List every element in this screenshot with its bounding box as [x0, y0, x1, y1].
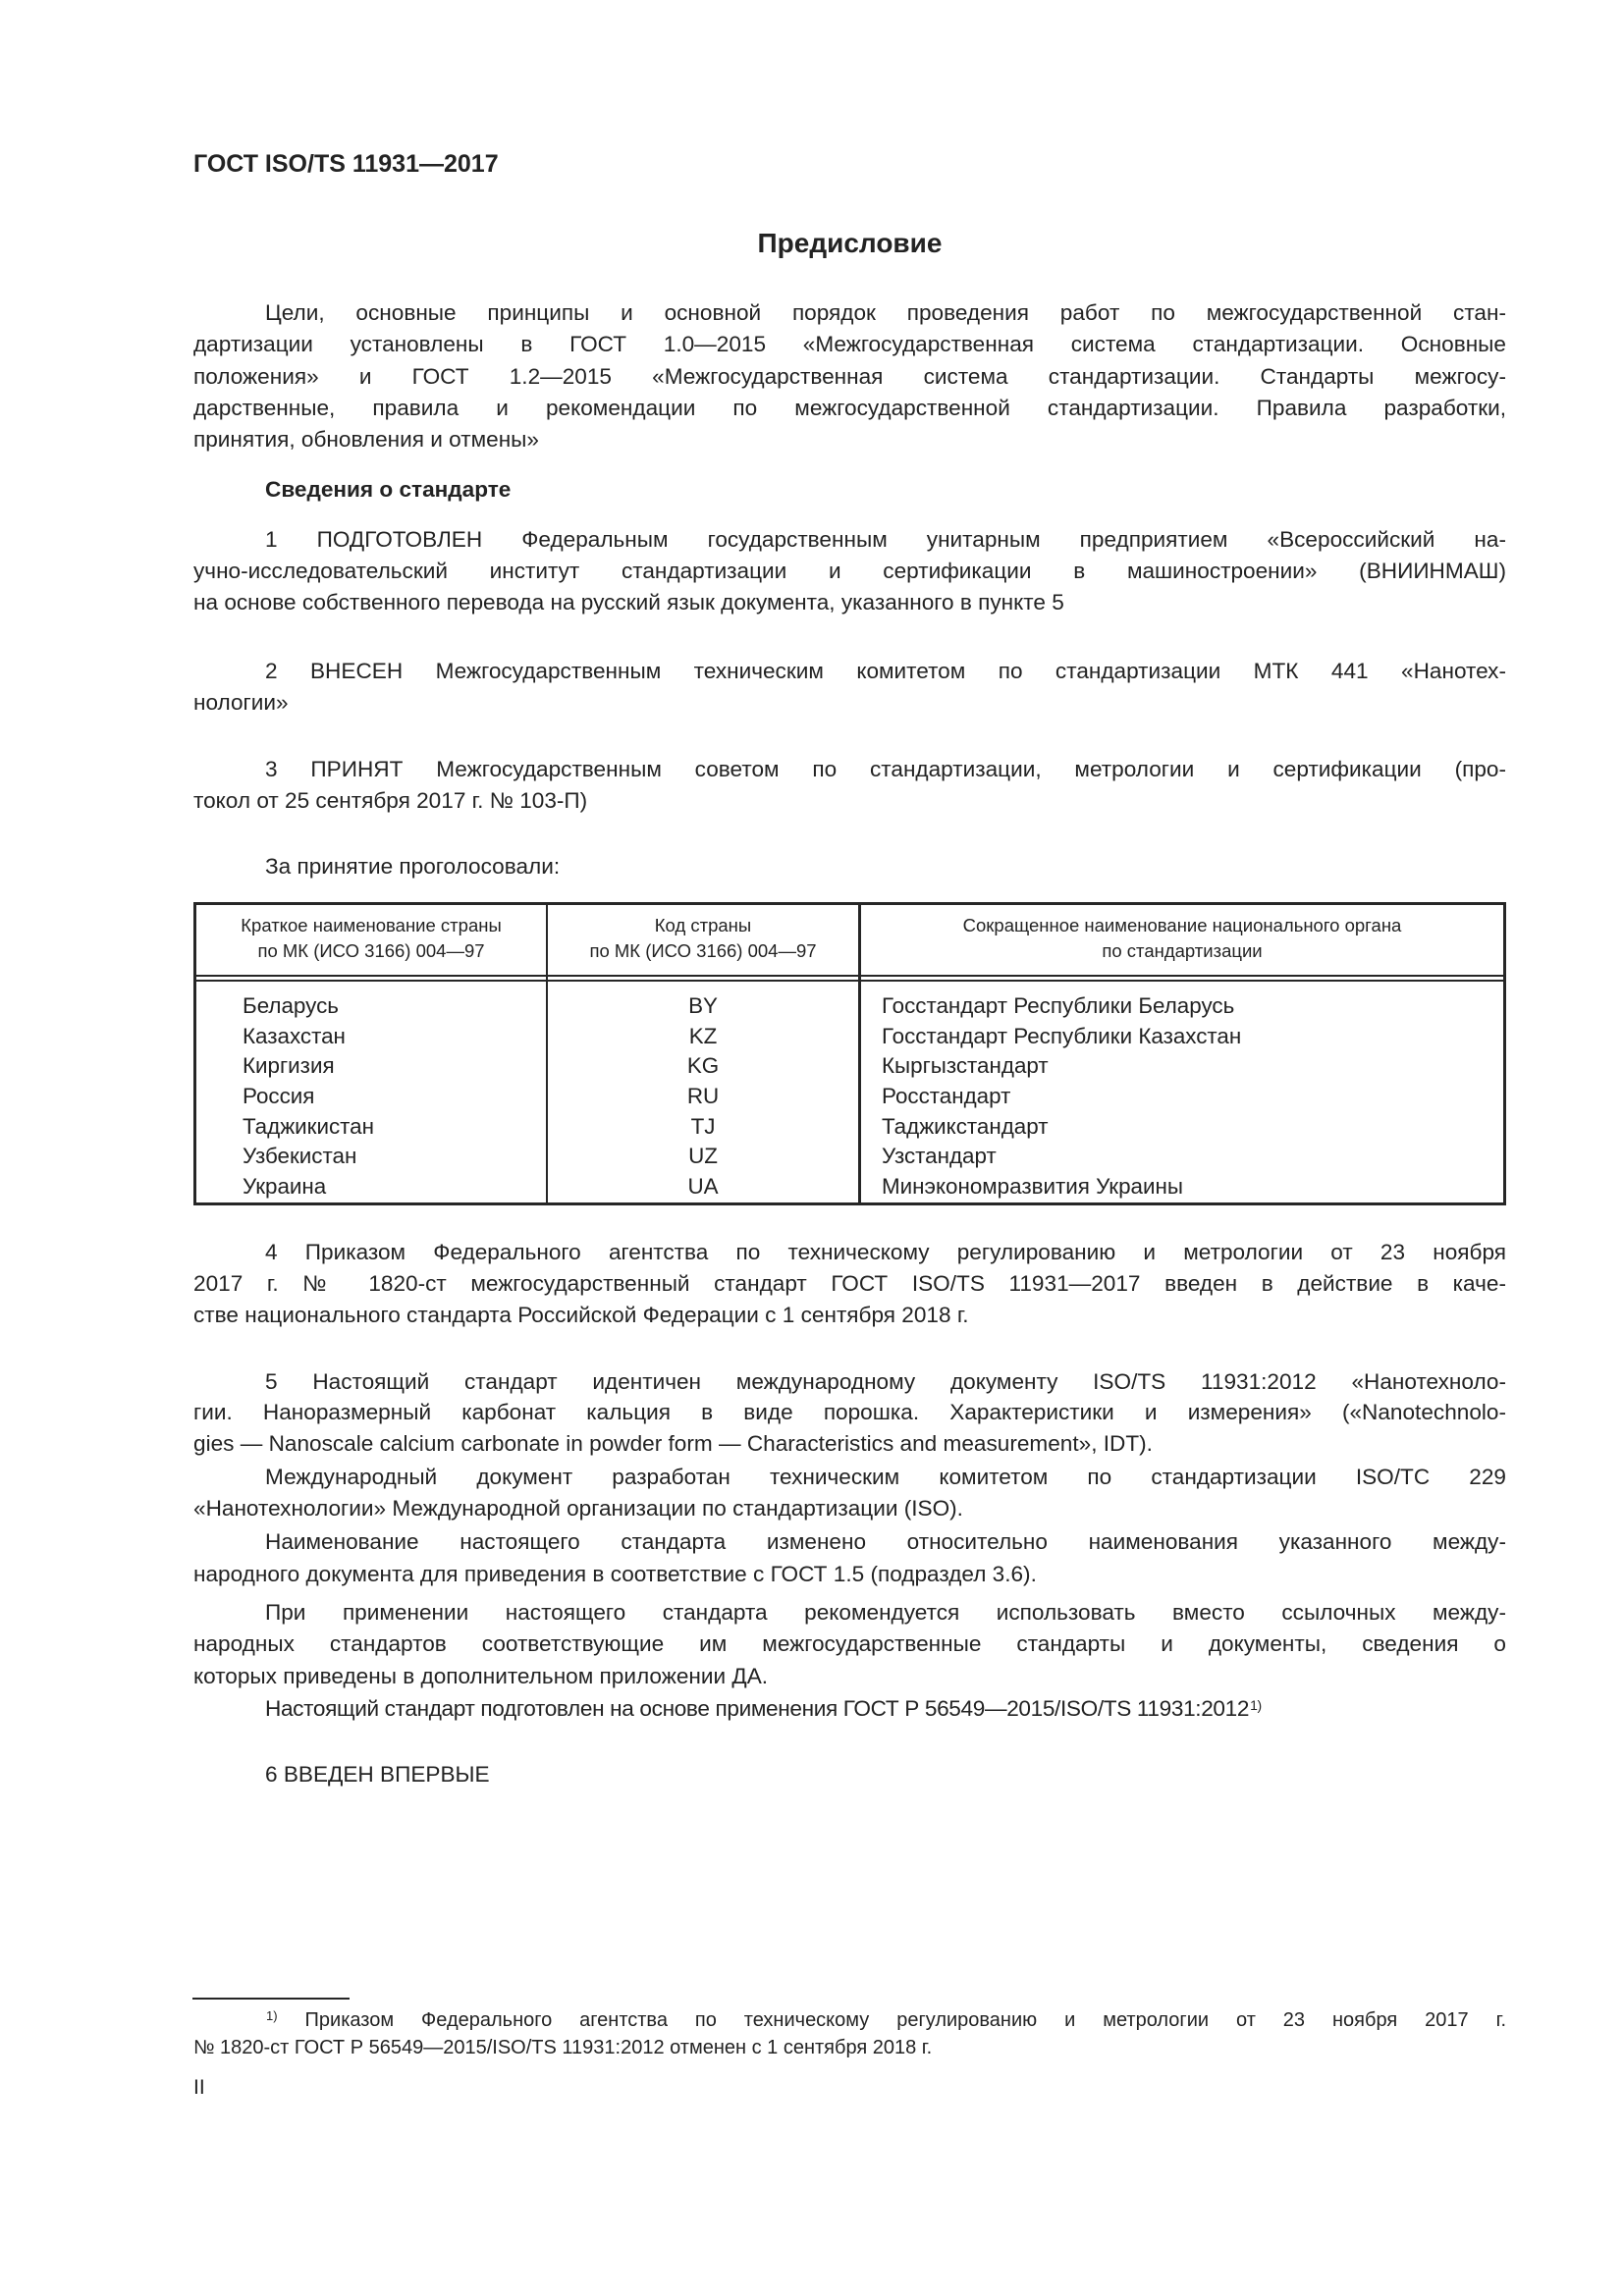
- cell-standards-body: Минэкономразвития Украины: [882, 1174, 1183, 1200]
- cell-standards-body: Таджикстандарт: [882, 1113, 1049, 1139]
- footnote-line: № 1820-ст ГОСТ Р 56549—2015/ISO/TS 11931:2012 отменен с 1 сентября 2018 г.: [193, 2037, 933, 2058]
- text-line: 3 ПРИНЯТ Межгосударственным советом по стандартизации, метрологии и сертификации (про-: [265, 757, 1506, 781]
- text-line: нологии»: [193, 690, 289, 715]
- text-line: народного документа для приведения в соответствие с ГОСТ 1.5 (подраздел 3.6).: [193, 1562, 1037, 1586]
- cell-country: Киргизия: [243, 1053, 335, 1079]
- text-line: 2 ВНЕСЕН Межгосударственным техническим комитетом по стандартизации МТК 441 «Нанотех-: [265, 659, 1506, 683]
- cell-country: Казахстан: [243, 1023, 346, 1048]
- voting-table: [193, 902, 1506, 1205]
- table-row: [196, 1112, 1503, 1143]
- column-header-code: Код страны по МК (ИСО 3166) 004—97: [589, 915, 817, 961]
- text-line: которых приведены в дополнительном приложении ДА.: [193, 1664, 769, 1688]
- cell-code: KZ: [688, 1023, 718, 1048]
- cell-country: Таджикистан: [243, 1113, 374, 1139]
- page-number: II: [193, 2076, 205, 2099]
- cell-standards-body: Кыргызстандарт: [882, 1053, 1049, 1079]
- text-line: Настоящий стандарт подготовлен на основе применения ГОСТ Р 56549—2015/ISO/TS 11931:2012$^{1)}$: [265, 1696, 1262, 1721]
- text-line: принятия, обновления и отмены»: [193, 427, 539, 452]
- cell-code: UZ: [688, 1144, 718, 1169]
- cell-country: Россия: [243, 1084, 315, 1109]
- text-line: дартизации установлены в ГОСТ 1.0—2015 «Межгосударственная система стандартизации. Основные: [193, 332, 1506, 356]
- header-rule: [196, 975, 1503, 977]
- cell-code: BY: [688, 993, 718, 1018]
- table-row: [196, 1051, 1503, 1082]
- cell-standards-body: Узстандарт: [882, 1144, 997, 1169]
- cell-standards-body: Госстандарт Республики Беларусь: [882, 993, 1235, 1018]
- cell-code: KG: [686, 1053, 720, 1079]
- text-line: 5 Настоящий стандарт идентичен международному документу ISO/TS 11931:2012 «Нанотехноло-: [265, 1369, 1506, 1394]
- voted-label: За принятие проголосовали:: [265, 854, 561, 879]
- section-subheading: Сведения о стандарте: [265, 477, 512, 502]
- item-6-first-introduced: 6 ВВЕДЕН ВПЕРВЫЕ: [265, 1762, 490, 1787]
- table-row: [196, 991, 1503, 1022]
- text-line: стве национального стандарта Российской Федерации с 1 сентября 2018 г.: [193, 1303, 969, 1327]
- cell-code: TJ: [690, 1113, 716, 1139]
- table-body: [196, 991, 1503, 1202]
- table-row: [196, 1142, 1503, 1172]
- text-line: на основе собственного перевода на русский язык документа, указанного в пункте 5: [193, 590, 1064, 614]
- column-header-body: Сокращенное наименование национального органа по стандартизации: [962, 915, 1402, 961]
- cell-country: Беларусь: [243, 993, 339, 1018]
- column-header-country: Краткое наименование страны по МК (ИСО 3166) 004—97: [241, 915, 502, 961]
- text-line: народных стандартов соответствующие им межгосударственные стандарты и документы, сведения о: [193, 1631, 1506, 1656]
- footnote-marker: 1): [266, 2008, 278, 2023]
- text-line: 1 ПОДГОТОВЛЕН Федеральным государственным унитарным предприятием «Всероссийский на-: [265, 527, 1506, 552]
- cell-code: UA: [687, 1174, 719, 1200]
- cell-standards-body: Госстандарт Республики Казахстан: [882, 1023, 1242, 1048]
- text-line: токол от 25 сентября 2017 г. № 103-П): [193, 788, 588, 813]
- text-line: Наименование настоящего стандарта изменено относительно наименования указанного между-: [265, 1529, 1506, 1554]
- text-line: gies — Nanoscale calcium carbonate in powder form — Characteristics and measurement», IDT).: [193, 1431, 1153, 1456]
- table-row: [196, 1022, 1503, 1052]
- text-line: 2017 г. № 1820-ст межгосударственный стандарт ГОСТ ISO/TS 11931—2017 введен в действие в каче-: [193, 1271, 1506, 1296]
- text-line: гии. Наноразмерный карбонат кальция в виде порошка. Характеристики и измерения» («Nanotechnolo-: [193, 1400, 1506, 1424]
- text-line: положения» и ГОСТ 1.2—2015 «Межгосударственная система стандартизации. Стандарты межгосу-: [193, 364, 1506, 389]
- table-row: [196, 1172, 1503, 1202]
- cell-code: RU: [686, 1084, 720, 1109]
- text-line: учно-исследовательский институт стандартизации и сертификации в машиностроении» (ВНИИНМАШ): [193, 559, 1506, 583]
- text-line: При применении настоящего стандарта рекомендуется использовать вместо ссылочных между-: [265, 1600, 1506, 1625]
- cell-country: Узбекистан: [243, 1144, 357, 1169]
- page-title: Предисловие: [757, 228, 943, 258]
- footnote-reference[interactable]: 1): [1250, 1697, 1262, 1713]
- footnote-separator: [192, 1998, 350, 2000]
- text-line: «Нанотехнологии» Международной организации по стандартизации (ISO).: [193, 1496, 963, 1521]
- text-line: 4 Приказом Федерального агентства по техническому регулированию и метрологии от 23 ноября: [265, 1240, 1506, 1264]
- footnote-line: $^{1)}$ Приказом Федерального агентства по техническому регулированию и метрологии от 23 ноября 2017 г.: [266, 2008, 1507, 2031]
- cell-country: Украина: [243, 1174, 327, 1200]
- document-code-header: ГОСТ ISO/TS 11931—2017: [193, 150, 499, 178]
- text-line: дарственные, правила и рекомендации по межгосударственной стандартизации. Правила разработки,: [193, 396, 1506, 420]
- text-line: Международный документ разработан техническим комитетом по стандартизации ISO/TC 229: [265, 1465, 1506, 1489]
- text-line: Цели, основные принципы и основной порядок проведения работ по межгосударственной стан-: [265, 300, 1506, 325]
- cell-standards-body: Росстандарт: [882, 1084, 1011, 1109]
- table-row: [196, 1082, 1503, 1112]
- header-rule: [196, 980, 1503, 982]
